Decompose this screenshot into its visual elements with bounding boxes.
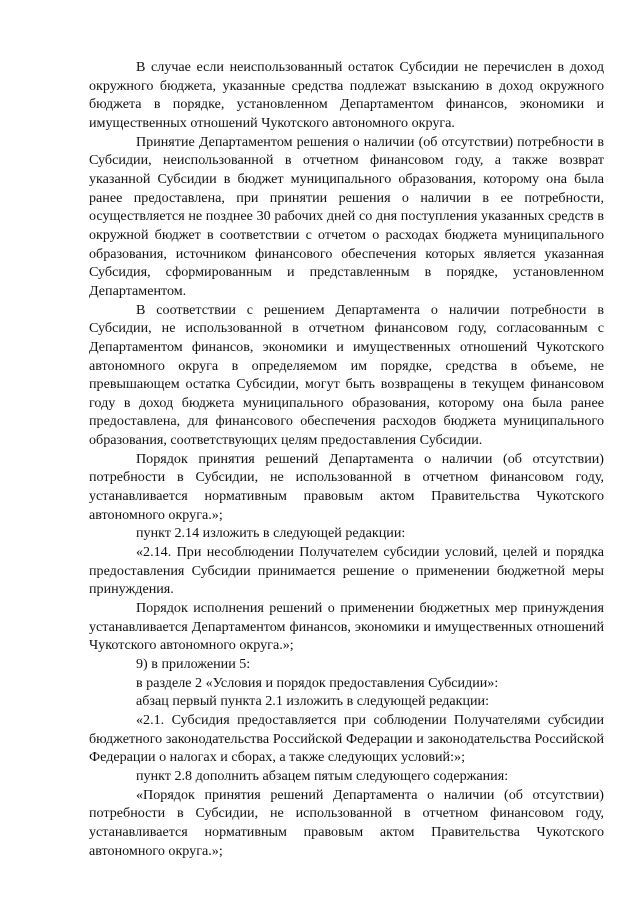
paragraph-clause-2-8-intro: пункт 2.8 дополнить абзацем пятым следующего содержания: (136, 767, 509, 784)
paragraph-clause-2-14-intro: пункт 2.14 изложить в следующей редакции: (136, 525, 406, 542)
paragraph-decision-procedure: Порядок принятия решений Департамента о наличии (об отсутствии) потребности в Субсидии, не использованной в отчетном финансовом году, устанавливается нормативным правовым актом Правительства Чукотского автономного округа.»; (89, 450, 604, 523)
paragraph-clause-2-8: «Порядок принятия решений Департамента о наличии (об отсутствии) потребности в Субсидии, не использованной в отчетном финансовом году, устанавливается нормативным правовым актом Правительства Чукотского автономного округа.»; (89, 786, 604, 859)
paragraph-section-2: в разделе 2 «Условия и порядок предоставления Субсидии»: (136, 674, 499, 691)
paragraph-need-decision: Принятие Департаментом решения о наличии (об отсутствии) потребности в Субсидии, неиспользованной в отчетном финансовом году, а также возврат указанной Субсидии в бюджет муниципального образования, которому она была ранее предоставлена, при принятии решения о наличии в ее потребности, осуществляется не позднее 30 рабочих дней со дня поступления указанных средств в окружной бюджет в соответствии с отчетом о расходах бюджета муниципального образования, источником финансового обеспечения которых является указанная Субсидия, сформированным и представленным в порядке, установленном Департаментом. (89, 133, 604, 299)
paragraph-funds-return: В соответствии с решением Департамента о наличии потребности в Субсидии, не использованной в отчетном финансовом году, согласованным с Департаментом финансов, экономики и имущественных отношений Чукотского автономного округа в определяемом им порядке, средства в объеме, не превышающем остатка Субсидии, могут быть возвращены в текущем финансовом году в доход бюджета муниципального образования, которому она была ранее предоставлена, для финансового обеспечения расходов бюджета муниципального образования, соответствующих целям предоставления Субсидии. (89, 301, 604, 449)
paragraph-enforcement-procedure: Порядок исполнения решений о применении бюджетных мер принуждения устанавливается Департаментом финансов, экономики и имущественных отношений Чукотского автономного округа.»; (89, 600, 604, 654)
paragraph-unused-balance-recovery: В случае если неиспользованный остаток Субсидии не перечислен в доход окружного бюджета, указанные средства подлежат взысканию в доход окружного бюджета в порядке, установленном Департаментом финансов, экономики и имущественных отношений Чукотского автономного округа. (89, 59, 604, 131)
document-page (89, 58, 604, 860)
paragraph-item-9: 9) в приложении 5: (136, 656, 251, 672)
paragraph-clause-2-1: «2.1. Субсидия предоставляется при соблюдении Получателями субсидии бюджетного законодательства Российской Федерации и законодательства Российской Федерации о налогах и сборах, а также следующих условий:»; (89, 711, 604, 766)
paragraph-clause-2-14: «2.14. При несоблюдении Получателем субсидии условий, целей и порядка предоставления Субсидии принимается решение о применении бюджетной меры принуждения. (89, 544, 604, 598)
paragraph-clause-2-1-intro: абзац первый пункта 2.1 изложить в следующей редакции: (136, 693, 490, 710)
